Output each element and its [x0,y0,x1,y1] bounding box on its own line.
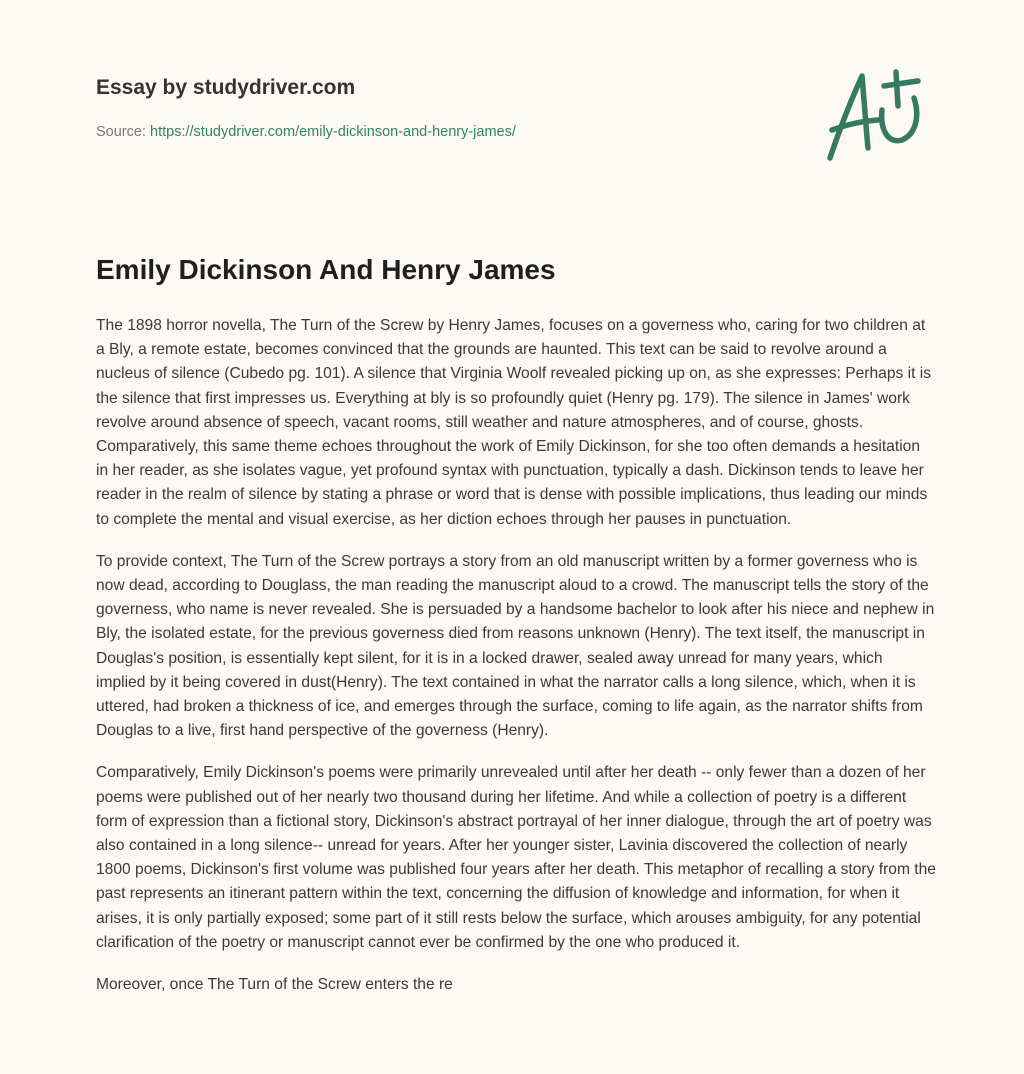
essay-paragraph-truncated: Moreover, once The Turn of the Screw enters the re [96,976,453,994]
essay-paragraph: The 1898 horror novella, The Turn of the Screw by Henry James, focuses on a governess who, caring for two children at a Bly, a remote estate, becomes convinced that the grounds are haunted. This text can be said to revolve around a nucleus of silence (Cubedo pg. 101). A silence that Virginia Woolf revealed picking up on, as she expresses: Perhaps it is the silence that first impresses us. Everything at bly is so profoundly quiet (Henry pg. 179). The silence in James' work revolve around absence of speech, vacant rooms, still weather and nature atmospheres, and of course, ghosts. Comparatively, this same theme echoes throughout the work of Emily Dickinson, for she too often demands a hesitation in her reader, as she isolates vague, yet profound syntax with punctuation, typically a dash. Dickinson tends to leave her reader in the realm of silence by stating a phrase or word that is dense with possible implications, thus leading our minds to complete the mental and visual exercise, as her diction echoes through her pauses in punctuation. [96,317,932,528]
essay-title: Emily Dickinson And Henry James [96,254,556,285]
essay-body [96,314,936,1015]
source-label: Source: [96,124,146,140]
site-header-title: Essay by studydriver.com [96,76,356,99]
a-plus-logo-icon [818,68,928,164]
source-link[interactable]: https://studydriver.com/emily-dickinson-and-henry-james/ [150,124,516,140]
essay-paragraph: Comparatively, Emily Dickinson's poems were primarily unrevealed until after her death -- only fewer than a dozen of her poems were published out of her nearly two thousand during her lifetime. And while a collection of poetry is a different form of expression than a fictional story, Dickinson's abstract portrayal of her inner dialogue, through the art of poetry was also contained in a long silence-- unread for years. After her younger sister, Lavinia discovered the collection of nearly 1800 poems, Dickinson's first volume was published four years after her death. This metaphor of recalling a story from the past represents an itinerant pattern within the text, concerning the diffusion of knowledge and information, for when it arises, it is only partially exposed; some part of it still rests below the surface, which arouses ambiguity, for any potential clarification of the poetry or manuscript cannot ever be confirmed by the one who produced it. [96,764,936,951]
essay-paragraph: To provide context, The Turn of the Screw portrays a story from an old manuscript written by a former governess who is now dead, according to Douglass, the man reading the manuscript aloud to a crowd. The manuscript tells the story of the governess, who name is never revealed. She is persuaded by a handsome bachelor to look after his niece and nephew in Bly, the isolated estate, for the previous governess died from reasons unknown (Henry). The text itself, the manuscript in Douglas's position, is essentially kept silent, for it is in a locked drawer, sealed away unread for many years, which implied by it being covered in dust(Henry). The text contained in what the narrator calls a long silence, which, when it is uttered, had broken a thickness of ice, and emerges through the surface, coming to life again, as the narrator shifts from Douglas to a live, first hand perspective of the governess (Henry). [96,552,935,740]
source-line [96,124,516,140]
